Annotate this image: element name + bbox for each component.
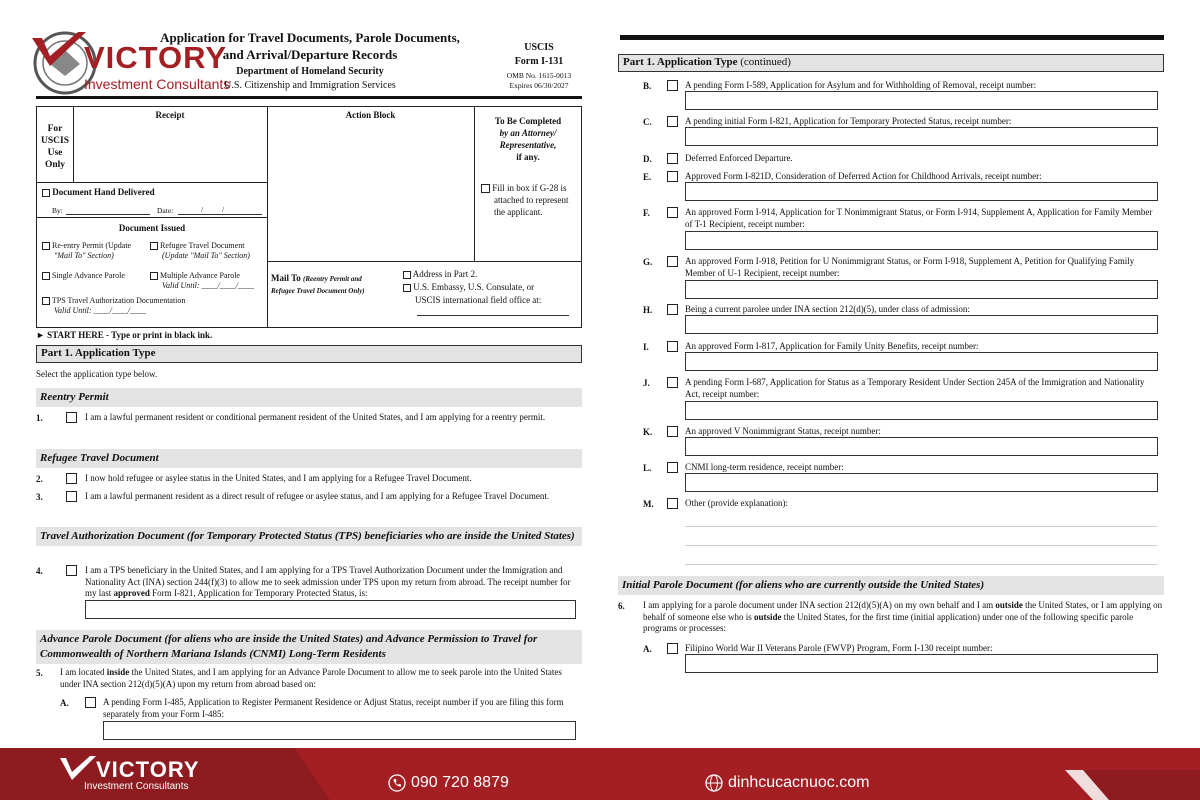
item-4-receipt-input[interactable] bbox=[85, 600, 576, 619]
address-in-part2-checkbox[interactable] bbox=[403, 271, 411, 279]
multiple-ap-checkbox[interactable] bbox=[150, 272, 158, 280]
item-rf-checkbox[interactable] bbox=[667, 207, 678, 218]
footer-subtitle: Investment Consultants bbox=[84, 781, 189, 792]
item-rg-checkbox[interactable] bbox=[667, 256, 678, 267]
item-rb-checkbox[interactable] bbox=[667, 80, 678, 91]
item-1-number: 1. bbox=[36, 413, 43, 423]
form-title: Application for Travel Documents, Parole Documents, and Arrival/Departure Records bbox=[160, 30, 460, 62]
embassy-checkbox[interactable] bbox=[403, 284, 411, 292]
globe-icon bbox=[705, 774, 723, 792]
item-rh-receipt-input[interactable] bbox=[685, 315, 1158, 334]
item-rc-receipt-input[interactable] bbox=[685, 127, 1158, 146]
refugee-doc-checkbox[interactable] bbox=[150, 242, 158, 250]
item-m-line-3[interactable] bbox=[685, 564, 1157, 565]
item-m-line-1[interactable] bbox=[685, 526, 1157, 527]
item-1-text: I am a lawful permanent resident or conditional permanent resident of the United States, and I am applying for a reentry permit. bbox=[85, 412, 546, 422]
item-2-text: I now hold refugee or asylee status in the United States, and I am applying for a Refugee Travel Document. bbox=[85, 473, 472, 483]
item-4-checkbox[interactable] bbox=[66, 565, 77, 576]
uscis-label: USCIS bbox=[524, 42, 554, 53]
section-tps: Travel Authorization Document (for Temporary Protected Status (TPS) beneficiaries who are inside the United States) bbox=[36, 527, 582, 546]
receipt-label: Receipt bbox=[155, 110, 185, 120]
item-rk-receipt-input[interactable] bbox=[685, 437, 1158, 456]
multiple-ap-option: Multiple Advance Parole Valid Until: ____/____/____ bbox=[150, 271, 254, 291]
item-rj-checkbox[interactable] bbox=[667, 377, 678, 388]
attorney-note: To Be Completed by an Attorney/ Representative, if any. bbox=[494, 116, 562, 162]
item-rc-text: A pending initial Form I-821, Application for Temporary Protected Status, receipt number: bbox=[685, 116, 1012, 126]
item-rh-letter: H. bbox=[643, 305, 653, 315]
item-rk-text: An approved V Nonimmigrant Status, receipt number: bbox=[685, 426, 881, 436]
embassy-line[interactable] bbox=[417, 315, 569, 316]
item-ri-checkbox[interactable] bbox=[667, 341, 678, 352]
item-rf-receipt-input[interactable] bbox=[685, 231, 1158, 250]
form-page-left bbox=[0, 0, 600, 748]
item-4-number: 4. bbox=[36, 566, 43, 576]
victory-check-icon bbox=[28, 30, 88, 70]
form-page-right bbox=[600, 0, 1200, 748]
mail-to-label: Mail To (Reentry Permit and Refugee Travel Document Only) bbox=[271, 273, 365, 295]
top-rule bbox=[620, 35, 1164, 40]
date-slashes: / / bbox=[201, 205, 224, 214]
item-rh-text: Being a current parolee under INA section 212(d)(5), under class of admission: bbox=[685, 304, 970, 314]
item-rj-text: A pending Form I-687, Application for Status as a Temporary Resident Under Section 245A of the Immigration and Nationality Act, receipt number: bbox=[685, 377, 1145, 399]
item-rg-letter: G. bbox=[643, 257, 653, 267]
item-5-number: 5. bbox=[36, 668, 43, 678]
item-5a-receipt-input[interactable] bbox=[103, 721, 576, 740]
item-rl-letter: L. bbox=[643, 463, 652, 473]
item-3-checkbox[interactable] bbox=[66, 491, 77, 502]
item-6a-receipt-input[interactable] bbox=[685, 654, 1158, 673]
tps-doc-option: TPS Travel Authorization Documentation Valid Until: ____/____/____ bbox=[42, 296, 185, 316]
single-ap-option: Single Advance Parole bbox=[42, 271, 125, 281]
for-uscis-use-only: For USCIS Use Only bbox=[41, 124, 69, 170]
item-rk-checkbox[interactable] bbox=[667, 426, 678, 437]
footer-phone[interactable]: 090 720 8879 bbox=[411, 774, 509, 791]
item-rl-checkbox[interactable] bbox=[667, 462, 678, 473]
refugee-doc-option: Refugee Travel Document (Update "Mail To" Section) bbox=[150, 241, 250, 261]
item-re-checkbox[interactable] bbox=[667, 171, 678, 182]
form-id: Form I-131 bbox=[514, 56, 564, 67]
expiration-date: Expires 06/30/2027 bbox=[509, 81, 569, 90]
item-re-text: Approved Form I-821D, Consideration of Deferred Action for Childhood Arrivals, receipt number: bbox=[685, 171, 1042, 181]
item-re-letter: E. bbox=[643, 172, 652, 182]
section-reentry: Reentry Permit bbox=[36, 388, 582, 407]
item-rl-text: CNMI long-term residence, receipt number: bbox=[685, 462, 844, 472]
header-rule bbox=[36, 96, 582, 99]
start-here: ► START HERE - Type or print in black ink. bbox=[36, 330, 213, 340]
document-issued-label: Document Issued bbox=[118, 223, 186, 233]
item-rf-text: An approved Form I-914, Application for T Nonimmigrant Status, or Form I-914, Supplement A, Application for Family Member of T-1 Recipient, receipt number: bbox=[685, 207, 1153, 229]
doc-hand-delivered: Document Hand Delivered bbox=[42, 187, 155, 197]
item-rl-receipt-input[interactable] bbox=[685, 473, 1158, 492]
item-2-number: 2. bbox=[36, 474, 43, 484]
item-rd-checkbox[interactable] bbox=[667, 153, 678, 164]
item-re-receipt-input[interactable] bbox=[685, 182, 1158, 201]
item-rb-text: A pending Form I-589, Application for Asylum and for Withholding of Removal, receipt number: bbox=[685, 80, 1037, 90]
uscis-use-block bbox=[36, 106, 582, 328]
department-name: Department of Homeland Security bbox=[236, 66, 384, 77]
item-rm-text: Other (provide explanation): bbox=[685, 498, 788, 508]
item-rg-receipt-input[interactable] bbox=[685, 280, 1158, 299]
item-3-number: 3. bbox=[36, 492, 43, 502]
by-line[interactable] bbox=[66, 214, 150, 215]
footer-website[interactable]: dinhcucacnuoc.com bbox=[728, 774, 870, 791]
part1-header: Part 1. Application Type bbox=[36, 345, 582, 363]
action-block-label: Action Block bbox=[345, 110, 396, 120]
item-ri-letter: I. bbox=[643, 342, 649, 352]
item-5-text: I am located inside the United States, and I am applying for an Advance Parole Document to allow me to seek parole into the United States under INA section 212(d)(5)(A) upon my return from abroad based on: bbox=[60, 667, 562, 689]
item-5a-letter: A. bbox=[60, 698, 69, 708]
single-ap-checkbox[interactable] bbox=[42, 272, 50, 280]
item-rc-letter: C. bbox=[643, 117, 652, 127]
reentry-permit-checkbox[interactable] bbox=[42, 242, 50, 250]
item-rb-letter: B. bbox=[643, 81, 652, 91]
item-4-text: I am a TPS beneficiary in the United States, and I am applying for a TPS Travel Authorization Document under the Immigration and Nationality Act (INA) section 244(f)(3) to allow me to seek admission under TPS upon my return from abroad. The receipt number for my last approved Form I-821, Application for Temporary Protected Status, is: bbox=[85, 565, 571, 598]
item-2-checkbox[interactable] bbox=[66, 473, 77, 484]
footer-brand: VICTORY bbox=[96, 757, 200, 782]
mail-to-options: Address in Part 2. U.S. Embassy, U.S. Consulate, or USCIS international field office at: bbox=[403, 268, 541, 307]
phone-icon bbox=[388, 774, 406, 792]
part1-continued-header: Part 1. Application Type (continued) bbox=[618, 54, 1164, 72]
agency-name: U.S. Citizenship and Immigration Services bbox=[224, 80, 396, 91]
item-6a-checkbox[interactable] bbox=[667, 643, 678, 654]
date-label: Date: bbox=[157, 206, 174, 215]
g28-checkbox[interactable] bbox=[481, 184, 490, 193]
watermark-subtitle: Investment Consultants bbox=[84, 76, 231, 92]
item-rm-checkbox[interactable] bbox=[667, 498, 678, 509]
item-ri-text: An approved Form I-817, Application for Family Unity Benefits, receipt number: bbox=[685, 341, 979, 351]
tps-doc-checkbox[interactable] bbox=[42, 297, 50, 305]
item-m-line-2[interactable] bbox=[685, 545, 1157, 546]
item-5a-text: A pending Form I-485, Application to Register Permanent Residence or Adjust Status, receipt number if you are filing this form separately from your Form I-485: bbox=[103, 697, 564, 719]
item-6a-text: Filipino World War II Veterans Parole (FWVP) Program, Form I-130 receipt number: bbox=[685, 643, 993, 653]
item-rj-letter: J. bbox=[643, 378, 650, 388]
part1-instruction: Select the application type below. bbox=[36, 369, 158, 379]
item-rc-checkbox[interactable] bbox=[667, 116, 678, 127]
g28-note: Fill in box if G-28 is attached to represent the applicant. bbox=[481, 182, 568, 218]
item-rd-letter: D. bbox=[643, 154, 652, 164]
item-6a-letter: A. bbox=[643, 644, 652, 654]
item-3-text: I am a lawful permanent resident as a direct result of refugee or asylee status, and I am applying for a Refugee Travel Document. bbox=[85, 491, 550, 501]
item-rf-letter: F. bbox=[643, 208, 650, 218]
item-rh-checkbox[interactable] bbox=[667, 304, 678, 315]
item-rk-letter: K. bbox=[643, 427, 653, 437]
by-label: By: bbox=[52, 206, 63, 215]
item-rg-text: An approved Form I-918, Petition for U Nonimmigrant Status, or Form I-918, Supplement A, Petition for Qualifying Family Member of U-1 Recipient, receipt number: bbox=[685, 256, 1135, 278]
item-rd-text: Deferred Enforced Departure. bbox=[685, 153, 793, 163]
section-refugee: Refugee Travel Document bbox=[36, 449, 582, 468]
item-ri-receipt-input[interactable] bbox=[685, 352, 1158, 371]
section-initial-parole: Initial Parole Document (for aliens who are currently outside the United States) bbox=[618, 576, 1164, 595]
item-rj-receipt-input[interactable] bbox=[685, 401, 1158, 420]
omb-number: OMB No. 1615-0013 bbox=[506, 71, 572, 80]
date-line[interactable] bbox=[178, 214, 262, 215]
footer-right-panel bbox=[1065, 748, 1200, 800]
section-advance-parole: Advance Parole Document (for aliens who are inside the United States) and Advance Permission to Travel for Commonwealth of Northern Mariana Islands (CNMI) Long-Term Residents bbox=[36, 630, 582, 664]
item-6-text: I am applying for a parole document under INA section 212(d)(5)(A) on my own behalf and I am outside the United States, or I am applying on behalf of someone else who is outside the United States, for the first time (initial application) under one of the following specific parole programs or processes: bbox=[643, 600, 1163, 633]
doc-hand-delivered-checkbox[interactable] bbox=[42, 189, 50, 197]
item-6-number: 6. bbox=[618, 601, 625, 611]
item-rm-letter: M. bbox=[643, 499, 654, 509]
item-5a-checkbox[interactable] bbox=[85, 697, 96, 708]
footer-banner bbox=[0, 748, 1200, 800]
reentry-option: Re-entry Permit (Update "Mail To" Section) bbox=[42, 241, 131, 261]
footer-check-icon bbox=[58, 754, 98, 782]
item-1-checkbox[interactable] bbox=[66, 412, 77, 423]
item-rb-receipt-input[interactable] bbox=[685, 91, 1158, 110]
watermark-brand: VICTORY bbox=[84, 40, 228, 75]
